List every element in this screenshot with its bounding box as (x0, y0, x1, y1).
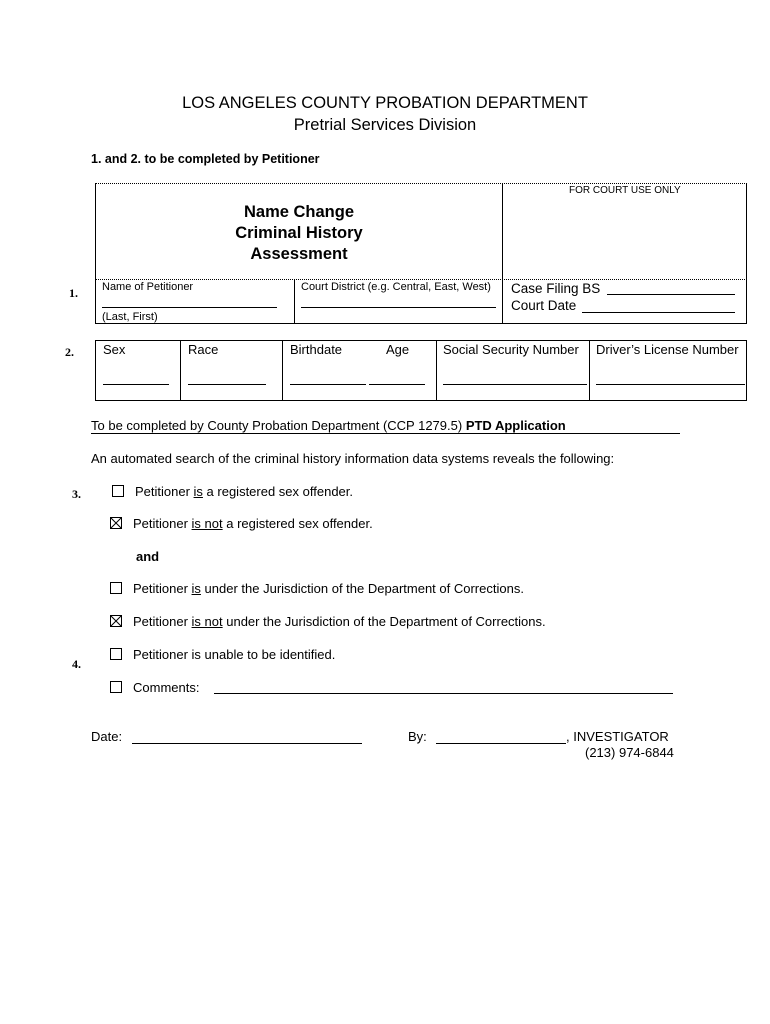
section1-divider (294, 279, 295, 324)
court-use-divider (502, 183, 503, 324)
probation-heading (91, 418, 680, 434)
item-suffix: under the Jurisdiction of the Department of Corrections. (200, 581, 524, 596)
ssn-field[interactable] (443, 384, 587, 385)
sex-offender-no-label (133, 516, 373, 531)
section3-number: 3. (72, 487, 81, 501)
checkmark-x-icon (111, 616, 121, 626)
investigator-label: , INVESTIGATOR (566, 729, 669, 744)
race-field[interactable] (188, 384, 266, 385)
table-col-divider (589, 340, 590, 401)
col-header-license: Driver’s License Number (596, 342, 739, 357)
item-prefix: Petitioner (135, 484, 194, 499)
item-emphasis: is not (191, 516, 223, 531)
item-emphasis: is not (191, 614, 223, 629)
license-field[interactable] (596, 384, 745, 385)
investigator-signature-field[interactable] (436, 743, 566, 744)
age-field[interactable] (369, 384, 425, 385)
col-header-race: Race (188, 342, 219, 357)
col-header-sex: Sex (103, 342, 126, 357)
petitioner-name-label: Name of Petitioner (102, 281, 194, 293)
item-suffix: a registered sex offender. (202, 484, 354, 499)
col-header-ssn: Social Security Number (443, 342, 579, 357)
checkmark-x-icon (111, 518, 121, 528)
form-title-line-2: Criminal History (235, 224, 363, 242)
form-title (96, 202, 502, 265)
comments-checkbox[interactable] (110, 681, 122, 693)
corrections-yes-label (133, 581, 524, 596)
section4-number: 4. (72, 657, 81, 671)
department-title: LOS ANGELES COUNTY PROBATION DEPARTMENT (182, 94, 588, 112)
item-prefix: Petitioner (133, 614, 192, 629)
sex-offender-yes-checkbox[interactable] (112, 485, 124, 497)
comments-label: Comments: (133, 680, 200, 695)
section2-number: 2. (65, 345, 74, 359)
court-district-field[interactable] (301, 307, 496, 308)
section1-row-top (95, 279, 747, 280)
form-title-line-3: Assessment (250, 245, 348, 263)
form-title-line-1: Name Change (243, 203, 355, 221)
sex-offender-no-checkbox[interactable] (110, 517, 122, 529)
search-statement: An automated search of the criminal history information data systems reveals the following: (91, 451, 615, 466)
petitioner-name-field[interactable] (102, 307, 277, 308)
item-suffix: under the Jurisdiction of the Department of Corrections. (222, 614, 546, 629)
and-label: and (136, 549, 160, 564)
probation-heading-bold: PTD Application (465, 418, 566, 433)
court-date-field[interactable] (582, 312, 735, 313)
section1-number: 1. (69, 286, 78, 300)
probation-heading-text: To be completed by County Probation Department (CCP 1279.5) (91, 418, 463, 433)
table-col-divider (436, 340, 437, 401)
date-field[interactable] (132, 743, 362, 744)
corrections-yes-checkbox[interactable] (110, 582, 122, 594)
petitioner-name-sublabel: (Last, First) (102, 311, 158, 323)
birthdate-field[interactable] (290, 384, 366, 385)
col-header-age: Age (386, 342, 410, 357)
court-use-label: FOR COURT USE ONLY (569, 185, 681, 196)
case-filing-label: Case Filing BS (511, 281, 601, 296)
investigator-phone: (213) 974-6844 (585, 745, 674, 760)
item-suffix: a registered sex offender. (222, 516, 373, 531)
division-title: Pretrial Services Division (293, 116, 477, 134)
corrections-no-checkbox[interactable] (110, 615, 122, 627)
by-label: By: (408, 729, 427, 744)
table-col-divider (180, 340, 181, 401)
unable-identify-label: Petitioner is unable to be identified. (133, 647, 336, 662)
petitioner-instruction: 1. and 2. to be completed by Petitioner (91, 152, 320, 166)
sex-offender-yes-label (135, 484, 353, 499)
court-district-label: Court District (e.g. Central, East, West) (301, 281, 491, 293)
col-header-birthdate: Birthdate (290, 342, 343, 357)
date-label: Date: (91, 729, 123, 744)
case-filing-field[interactable] (607, 294, 735, 295)
unable-identify-checkbox[interactable] (110, 648, 122, 660)
item-emphasis: is (191, 581, 201, 596)
comments-field[interactable] (214, 693, 673, 694)
item-emphasis: is (193, 484, 203, 499)
item-prefix: Petitioner (133, 581, 192, 596)
court-date-label: Court Date (511, 298, 577, 313)
sex-field[interactable] (103, 384, 169, 385)
corrections-no-label (133, 614, 546, 629)
table-col-divider (282, 340, 283, 401)
item-prefix: Petitioner (133, 516, 192, 531)
